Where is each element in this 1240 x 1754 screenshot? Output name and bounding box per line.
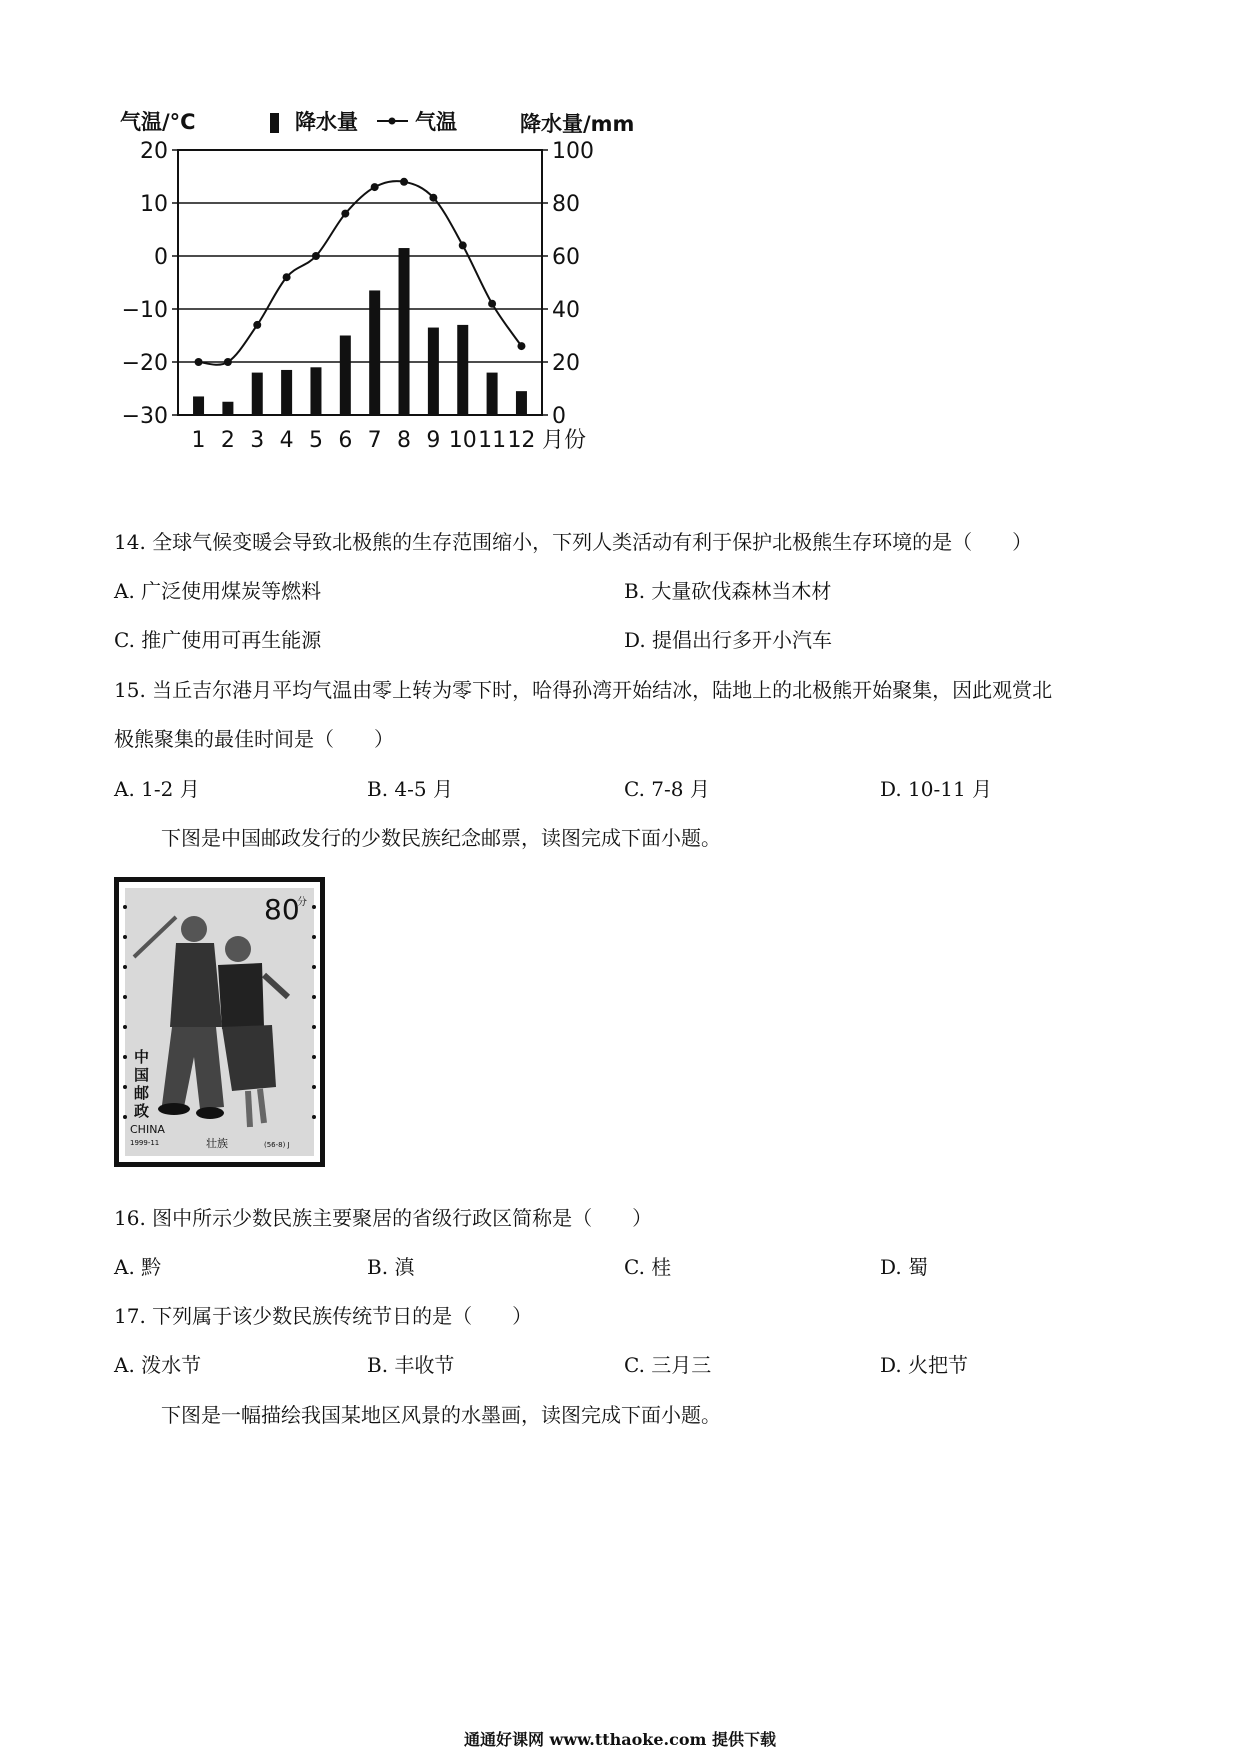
zhuang-stamp-image [114,877,325,1167]
q15-option-b[interactable]: B. 4-5 月 [367,777,453,801]
stamp-ethnic-name: 壮族 [206,1137,228,1150]
footer-source: 通通好课网 www.tthaoke.com 提供下载 [463,1730,777,1749]
left-tick-label: −30 [121,404,168,429]
stamp-issuer-char-4: 政 [134,1102,150,1120]
left-axis-label: 气温/°C [120,110,196,134]
precip-bar [222,402,233,415]
month-label: 4 [279,428,294,453]
right-tick-label: 0 [552,404,566,429]
precip-bar [369,290,380,415]
temp-point [283,273,291,281]
month-label: 7 [367,428,382,453]
legend-line-marker [389,118,396,125]
precip-bar [281,370,292,415]
intro-stamp: 下图是中国邮政发行的少数民族纪念邮票，读图完成下面小题。 [161,826,721,850]
question-15-line1: 15. 当丘吉尔港月平均气温由零上转为零下时，哈得孙湾开始结冰，陆地上的北极熊开始聚集，因此观赏北 [114,678,1053,702]
climate-chart [110,105,710,510]
month-label: 8 [397,428,412,453]
question-15-line2: 极熊聚集的最佳时间是（ ） [114,727,394,751]
stamp-issuer-char-1: 中 [134,1048,150,1066]
temp-point [253,321,261,329]
left-tick-label: −20 [121,351,168,376]
stamp-issuer-char-2: 国 [134,1066,150,1084]
temp-point [517,342,525,350]
temp-point [341,210,349,218]
left-tick-label: 0 [154,245,168,270]
q14-option-a[interactable]: A. 广泛使用煤炭等燃料 [114,579,322,603]
precip-bar [399,248,410,415]
q15-option-c[interactable]: C. 7-8 月 [624,777,710,801]
q16-option-a[interactable]: A. 黔 [114,1255,162,1279]
right-tick-label: 20 [552,351,580,376]
stamp-country: CHINA [130,1123,165,1136]
right-tick-label: 80 [552,192,580,217]
temp-line [195,178,526,366]
precip-bar [457,325,468,415]
temp-point [400,178,408,186]
q15-option-a[interactable]: A. 1-2 月 [114,777,200,801]
temp-point [195,358,203,366]
stamp-value: 80 [264,893,300,926]
stamp-unit: 分 [297,897,307,908]
temp-point [371,183,379,191]
q14-option-c[interactable]: C. 推广使用可再生能源 [114,628,322,652]
temp-point [224,358,232,366]
precip-bar [487,373,498,415]
month-label: 2 [220,428,235,453]
right-tick-label: 40 [552,298,580,323]
q14-option-b[interactable]: B. 大量砍伐森林当木材 [624,579,832,603]
intro-painting: 下图是一幅描绘我国某地区风景的水墨画，读图完成下面小题。 [161,1403,721,1427]
month-label: 6 [338,428,353,453]
precip-bar [252,373,263,415]
month-label: 11 [478,428,507,453]
left-tick-label: 10 [140,192,168,217]
question-14: 14. 全球气候变暖会导致北极熊的生存范围缩小，下列人类活动有利于保护北极熊生存环境的是（ ） [114,530,1033,554]
precip-bar [193,396,204,415]
temp-point [312,252,320,260]
q17-option-b[interactable]: B. 丰收节 [367,1353,455,1377]
month-label: 9 [426,428,441,453]
x-unit-label: 月份 [542,428,587,453]
right-axis-label: 降水量/mm [520,112,635,136]
left-tick-label: −10 [121,298,168,323]
stamp-issuer-char-3: 邮 [134,1084,150,1102]
left-tick-label: 20 [140,139,168,164]
month-label: 10 [448,428,477,453]
precip-bar [428,328,439,415]
q16-option-c[interactable]: C. 桂 [624,1255,672,1279]
q17-option-c[interactable]: C. 三月三 [624,1353,712,1377]
q17-option-d[interactable]: D. 火把节 [880,1353,969,1377]
legend-bar-swatch [270,113,279,133]
temp-curve [199,181,522,365]
precip-bar [516,391,527,415]
month-label: 1 [191,428,206,453]
month-label: 5 [308,428,323,453]
legend-precip-label: 降水量 [295,110,358,134]
q16-option-b[interactable]: B. 滇 [367,1255,415,1279]
temp-point [459,241,467,249]
legend-temp-label: 气温 [415,110,457,134]
month-label: 12 [507,428,536,453]
month-label: 3 [250,428,265,453]
stamp-serial: (56-8) J [264,1141,290,1149]
q17-option-a[interactable]: A. 泼水节 [114,1353,202,1377]
q16-option-d[interactable]: D. 蜀 [880,1255,929,1279]
temp-point [488,300,496,308]
q14-option-d[interactable]: D. 提倡出行多开小汽车 [624,628,833,652]
question-17: 17. 下列属于该少数民族传统节日的是（ ） [114,1304,533,1328]
precip-bar [340,336,351,416]
right-tick-label: 60 [552,245,580,270]
question-16: 16. 图中所示少数民族主要聚居的省级行政区简称是（ ） [114,1206,653,1230]
right-tick-label: 100 [552,139,594,164]
stamp-year-code: 1999-11 [130,1139,160,1147]
temp-point [429,194,437,202]
precip-bar [310,367,321,415]
q15-option-d[interactable]: D. 10-11 月 [880,777,993,801]
